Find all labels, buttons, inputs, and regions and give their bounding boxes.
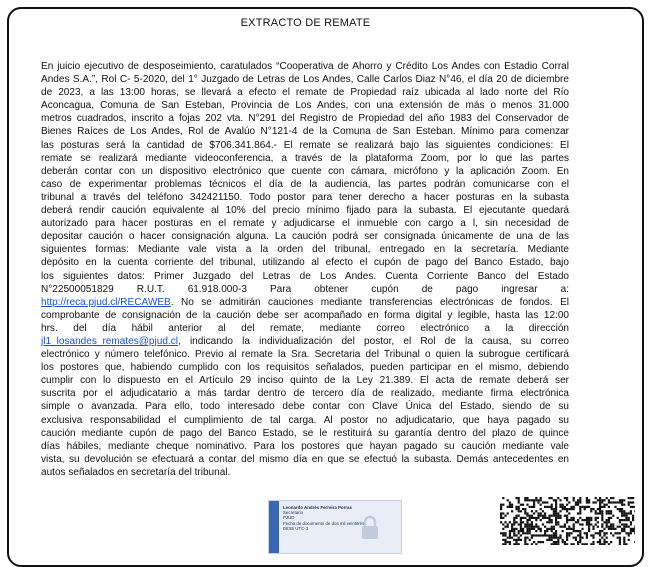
body-line: depositar caución o hacer consignación alguna. La caución podrá ser consignada únicamente de una de las [41,231,569,243]
qr-code-icon [500,497,635,545]
body-line: caso de experimentar problemas técnicos el día de la audiencia, las partes podrán comunicarse con el [41,178,569,190]
reca-link[interactable]: http://reca.pjud.cl/RECAWEB [41,296,171,308]
body-line: deberá rendir caución equivalente al 10% del precio mínimo fijado para la subasta. El ejecutante quedará [41,205,569,217]
body-line: los siguientes datos: Primer Juzgado del Letras de Los Andes. Cuenta Corriente Banco del Estado [41,270,569,282]
signature-strip [269,501,279,553]
body-line: tribunal a través del teléfono 342421150. Todo postor para tener derecho a hacer posturas en la subasta [41,191,569,203]
electronic-signature [268,500,402,554]
body-line: cumplir con lo dispuesto en el Artículo 29 inciso quinto de la Ley 21.389. El acta de remate deberá ser [41,375,569,387]
body-line: caución mediante cupón de pago del Banco Estado, se le restituirá su garantía dentro del plazo de quince [41,427,569,439]
body-line-email: jl1_losandes_remates@pjud.cl, indicando la individualización del postor, el Rol de la causa, su correo [41,335,569,347]
body-line: siguientes formas: Mediante vale vista a la orden del tribunal, entregado en la secretaría. Mediante [41,244,569,256]
lock-icon [359,515,381,541]
body-line: autos señalados en secretaría del tribunal. [41,466,231,478]
body-line: los postores que, habiendo cumplido con los requisitos señalados, pueden participar en el mismo, debiendo [41,362,569,374]
body-line: depósito en la cuenta corriente del tribunal, utilizando al efecto el cupón de pago del Banco Estado, bajo [41,257,569,269]
body-line: Bienes Raíces de Los Andes, Rol de Avalúo N°121-4 de la Comuna de San Esteban. Mínimo para comenzar [41,126,569,138]
body-line: días hábiles, mediante cheque nominativo. Para los postores que hayan pagado su caución mediante vale [41,440,569,452]
body-line: electrónico y número telefónico. Previo al remate la Sra. Secretaria del Tribunal o quien la subrogue certificará [41,349,569,361]
signer-org: PJUD [283,515,295,521]
body-line: las posturas será la cantidad de $706.341.864.- El remate se realizará bajo las siguientes condiciones: El [41,139,569,151]
body-line: comprobante de consignación de la caución debe ser acompañado en forma digital y legible, hasta las 12:00 [41,309,569,321]
body-line: simple o avanzada. Para ello, todo interesado debe contar con Clave Única del Estado, siendo de su [41,401,569,413]
body-line: Aconcagua, Comuna de San Esteban, Provincia de Los Andes, con una extensión de más o menos 31.000 [41,100,569,112]
body-line: deberán contar con un dispositivo electrónico que cuente con cámara, micrófono y la aplicación Zoom. En [41,165,569,177]
body-line: hrs. del día hábil anterior al del remate, mediante correo electrónico a la dirección [41,322,569,334]
body-line: autorizado para hacer posturas en el remate y adjudicarse el inmueble con cargo a l, sin necesidad de [41,218,569,230]
body-line: de 2023, a las 13:00 horas, se llevará a efecto el remate de Propiedad raíz ubicada al lado norte del Río [41,87,569,99]
email-link[interactable]: jl1_losandes_remates@pjud.cl [41,335,178,347]
signature-note: Fecha de documento de dos mil veintitrés [283,520,365,526]
body-line: suscrita por el adjudicatario a más tardar dentro de tercero día de realizado, mediante firma electrónica [41,388,569,400]
signer-role: Secretario [283,510,304,516]
body-line: exclusiva responsabilidad el cumplimiento de tal carga. Al postor no adjudicatario, que haya pagado su [41,414,569,426]
body-line: Andes S.A.”, Rol C- 5-2020, del 1° Juzgado de Letras de Los Andes, Calle Carlos Diaz N°46, el día 20 de diciembre [41,74,569,86]
body-line: metros cuadrados, inscrito a fojas 202 vta. N°291 del Registro de Propiedad del año 1983 del Conservador de [41,113,569,125]
signature-time: 08:55 UTC-3 [283,525,309,531]
document-body [41,60,569,479]
body-line: vista, su devolución se efectuará a contar del mismo día en que se efectuó la subasta. Demás antecedentes en [41,453,569,465]
body-line: remate se realizará mediante videoconferencia, a través de la plataforma Zoom, por lo que las partes [41,152,569,164]
body-line: N°22500051829 R.U.T. 61.918.000-3 Para obtener cupón de pago ingresar a: [41,283,569,295]
body-line: En juicio ejecutivo de desposeimiento, caratulados “Cooperativa de Ahorro y Crédito Los Andes con Estadio Corral [41,61,569,72]
body-line-link: http://reca.pjud.cl/RECAWEB. No se admitirán cauciones mediante transferencias electrónicas de fondos. El [41,296,569,308]
signer-name: Leonardo Andrés Ferreira Porras [283,505,352,510]
document-title: EXTRACTO DE REMATE [240,17,371,29]
